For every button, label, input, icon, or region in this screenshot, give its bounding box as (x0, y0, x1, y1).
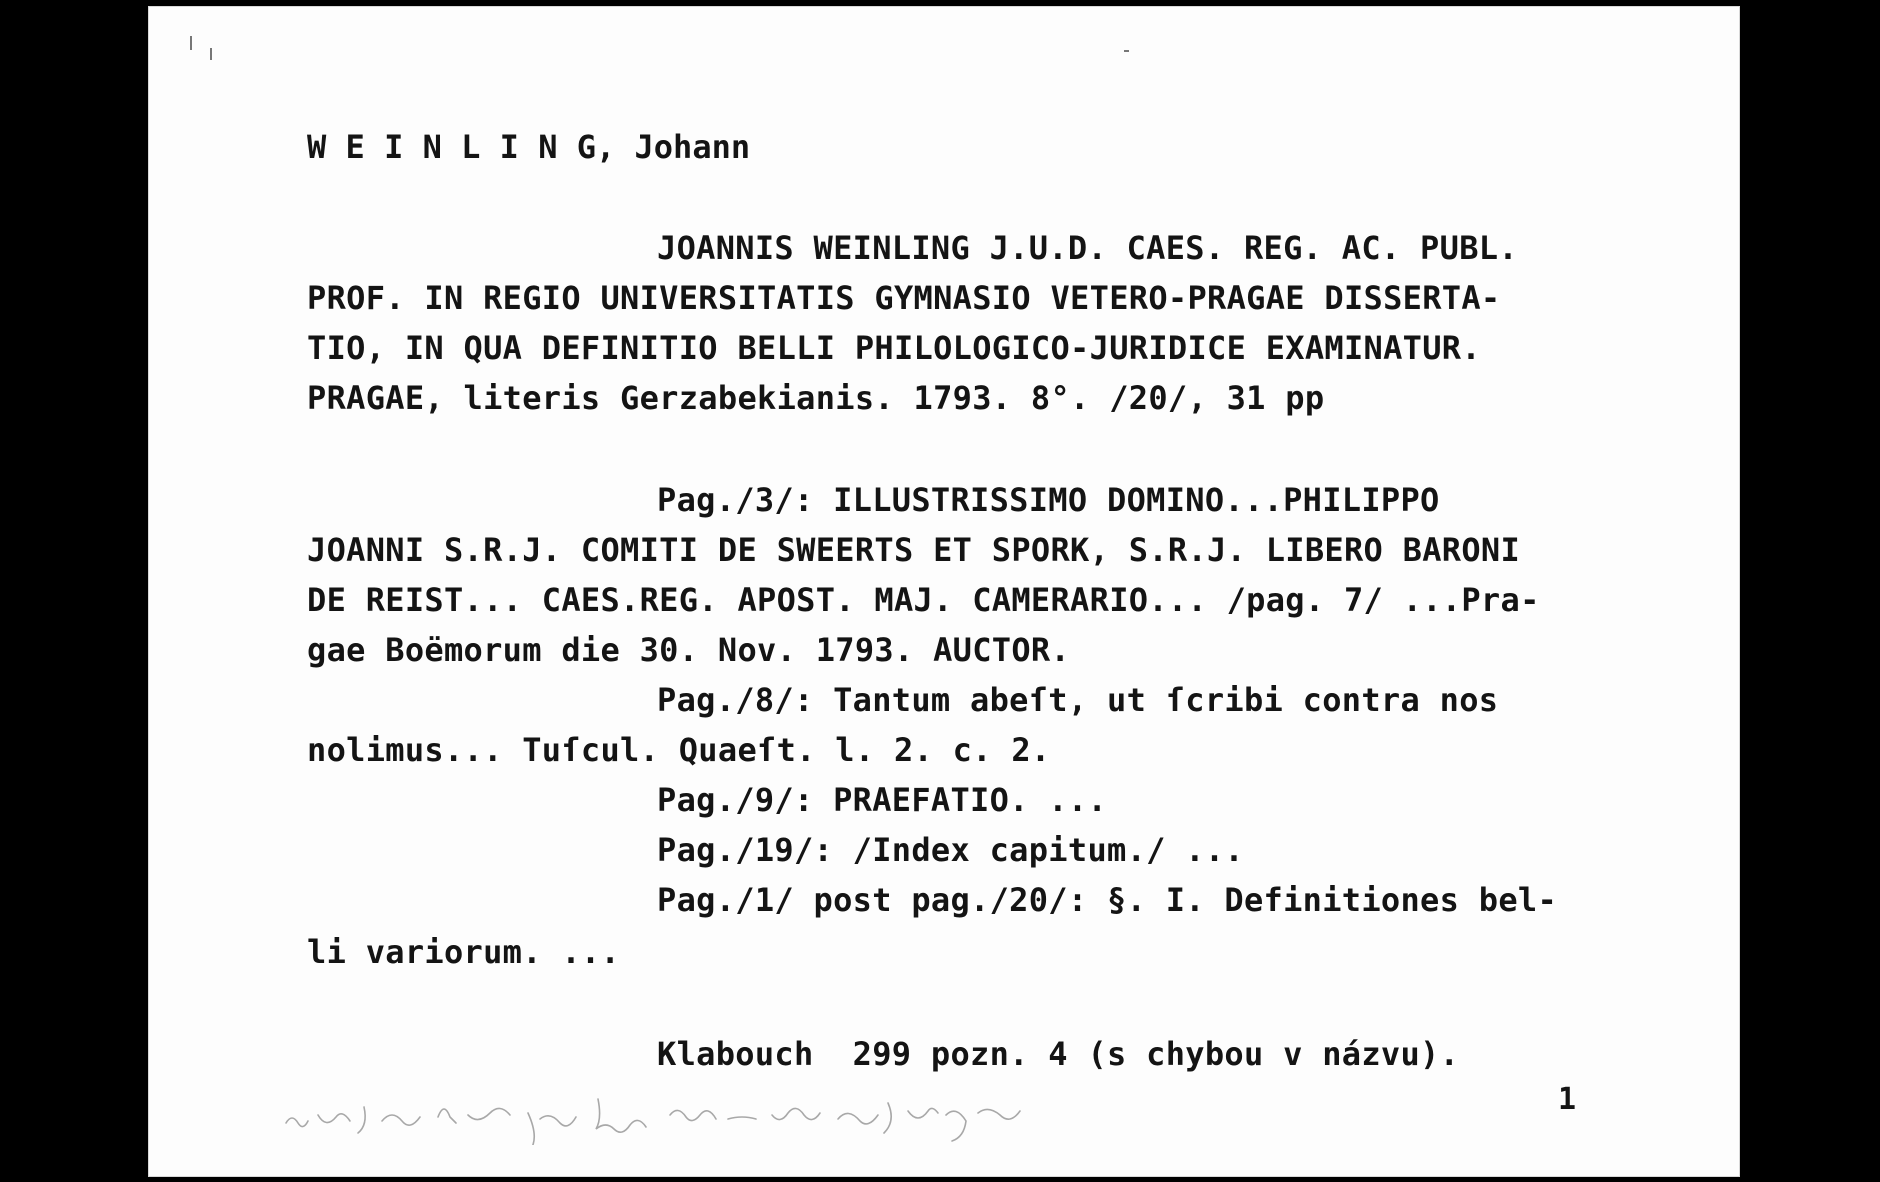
speck (190, 36, 192, 50)
title-line-3: TIO, IN QUA DEFINITIO BELLI PHILOLOGICO-JURIDICE EXAMINATUR. (307, 329, 1481, 367)
card-number: 1 (1558, 1082, 1577, 1117)
pencil-annotation (278, 1085, 1138, 1145)
description-line-2: JOANNI S.R.J. COMITI DE SWEERTS ET SPORK, S.R.J. LIBERO BARONI (307, 531, 1521, 569)
description-line-10: li variorum. ... (307, 933, 621, 971)
description-line-8: Pag./19/: /Index capitum./ ... (657, 831, 1244, 869)
description-line-4: gae Boëmorum die 30. Nov. 1793. AUCTOR. (307, 631, 1071, 669)
description-line-1: Pag./3/: ILLUSTRISSIMO DOMINO...PHILIPPO (657, 481, 1440, 519)
title-line-4: PRAGAE, literis Gerzabekianis. 1793. 8°. /20/, 31 pp (307, 379, 1325, 417)
description-line-3: DE REIST... CAES.REG. APOST. MAJ. CAMERARIO... /pag. 7/ ...Pra- (307, 581, 1540, 619)
description-line-5: Pag./8/: Tantum abeſt, ut ſcribi contra nos (657, 681, 1499, 719)
description-line-9: Pag./1/ post pag./20/: §. I. Definitiones bel- (657, 881, 1558, 919)
speck (210, 48, 212, 60)
speck (1124, 50, 1129, 52)
title-line-1: JOANNIS WEINLING J.U.D. CAES. REG. AC. PUBL. (657, 229, 1518, 267)
reference-note: Klabouch 299 pozn. 4 (s chybou v názvu). (657, 1035, 1460, 1073)
title-line-2: PROF. IN REGIO UNIVERSITATIS GYMNASIO VETERO-PRAGAE DISSERTA- (307, 279, 1501, 317)
author-heading: W E I N L I N G, Johann (307, 128, 751, 166)
description-line-7: Pag./9/: PRAEFATIO. ... (657, 781, 1108, 819)
description-line-6: nolimus... Tuſcul. Quaeſt. l. 2. c. 2. (307, 731, 1051, 769)
